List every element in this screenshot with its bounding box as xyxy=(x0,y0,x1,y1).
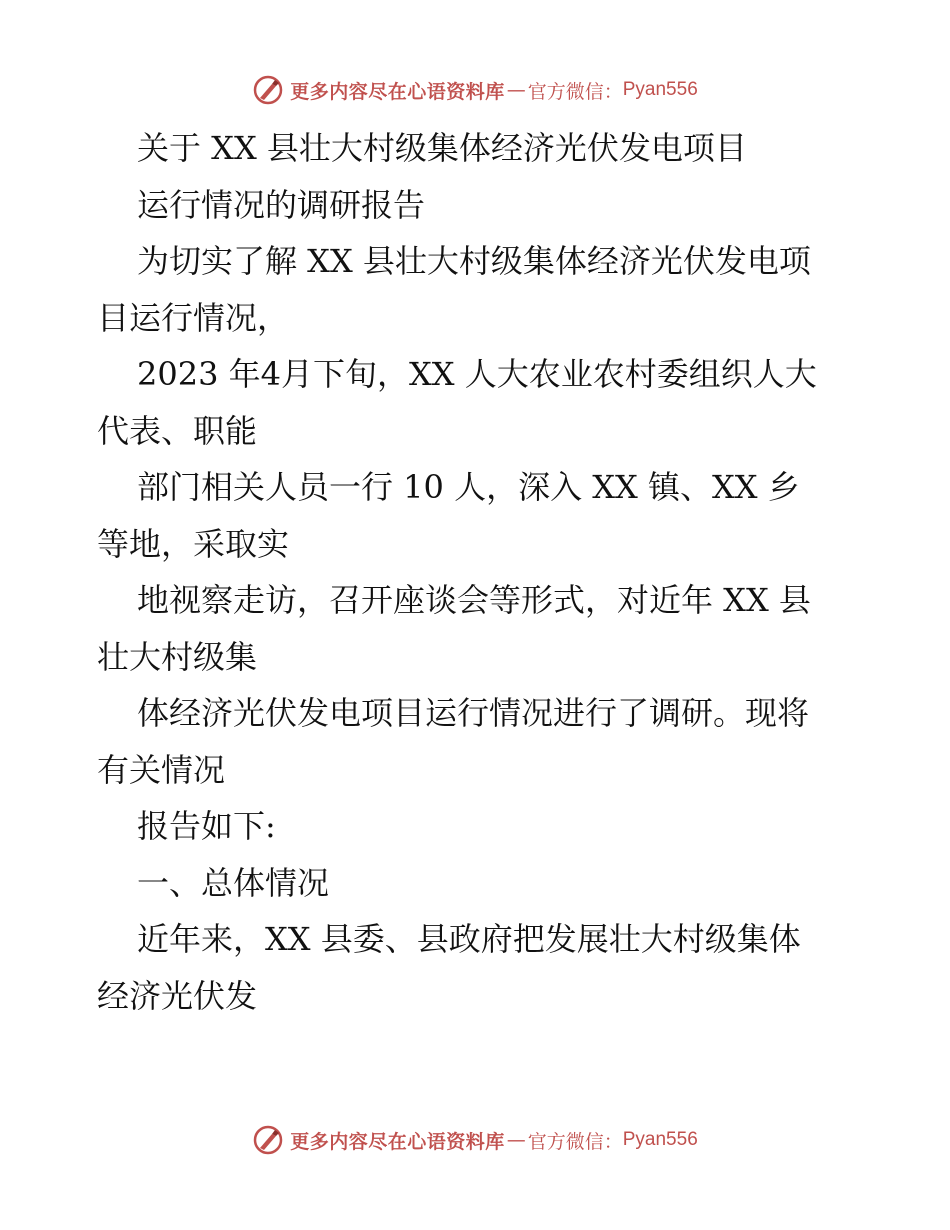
pen-logo-icon xyxy=(252,1124,284,1156)
paragraph-line: 经济光伏发 xyxy=(97,976,258,1015)
watermark-wechat-id: Pyan556 xyxy=(622,1129,698,1150)
header-watermark xyxy=(0,70,950,110)
paragraph-line: 代表、职能 xyxy=(97,411,258,450)
watermark-dash: — xyxy=(506,79,526,101)
paragraph-line: 为切实了解 XX 县壮大村级集体经济光伏发电项 xyxy=(137,242,811,280)
watermark-dash: — xyxy=(506,1129,526,1151)
watermark-sub-text: 官方微信： xyxy=(527,80,623,103)
paragraph-line: 地视察走访，召开座谈会等形式，对近年 XX 县 xyxy=(137,581,811,619)
pen-logo-icon xyxy=(252,74,284,106)
paragraph-line: 目运行情况， xyxy=(97,298,290,337)
footer-watermark xyxy=(0,1120,950,1160)
paragraph-line: 近年来，XX 县委、县政府把发展壮大村级集体 xyxy=(137,920,801,958)
watermark-main-text: 更多内容尽在心语资料库 xyxy=(290,80,505,103)
paragraph-line: 部门相关人员一行 10 人，深入 XX 镇、XX 乡 xyxy=(137,468,800,506)
paragraph-line: 体经济光伏发电项目运行情况进行了调研。现将 xyxy=(137,694,810,732)
watermark-sub-text: 官方微信： xyxy=(527,1130,623,1153)
paragraph-line: 有关情况 xyxy=(97,750,226,789)
document-body xyxy=(97,120,857,1024)
document-title-line-2: 运行情况的调研报告 xyxy=(137,185,426,224)
paragraph-line: 2023 年4月下旬，XX 人大农业农村委组织人大 xyxy=(137,355,817,393)
section-heading: 一、总体情况 xyxy=(137,863,330,902)
document-title-line-1: 关于 XX 县壮大村级集体经济光伏发电项目 xyxy=(137,129,747,167)
paragraph-line: 等地，采取实 xyxy=(97,524,290,563)
paragraph-line: 报告如下: xyxy=(137,807,276,845)
watermark-wechat-id: Pyan556 xyxy=(622,79,698,100)
paragraph-line: 壮大村级集 xyxy=(97,637,258,676)
watermark-main-text: 更多内容尽在心语资料库 xyxy=(290,1130,505,1153)
